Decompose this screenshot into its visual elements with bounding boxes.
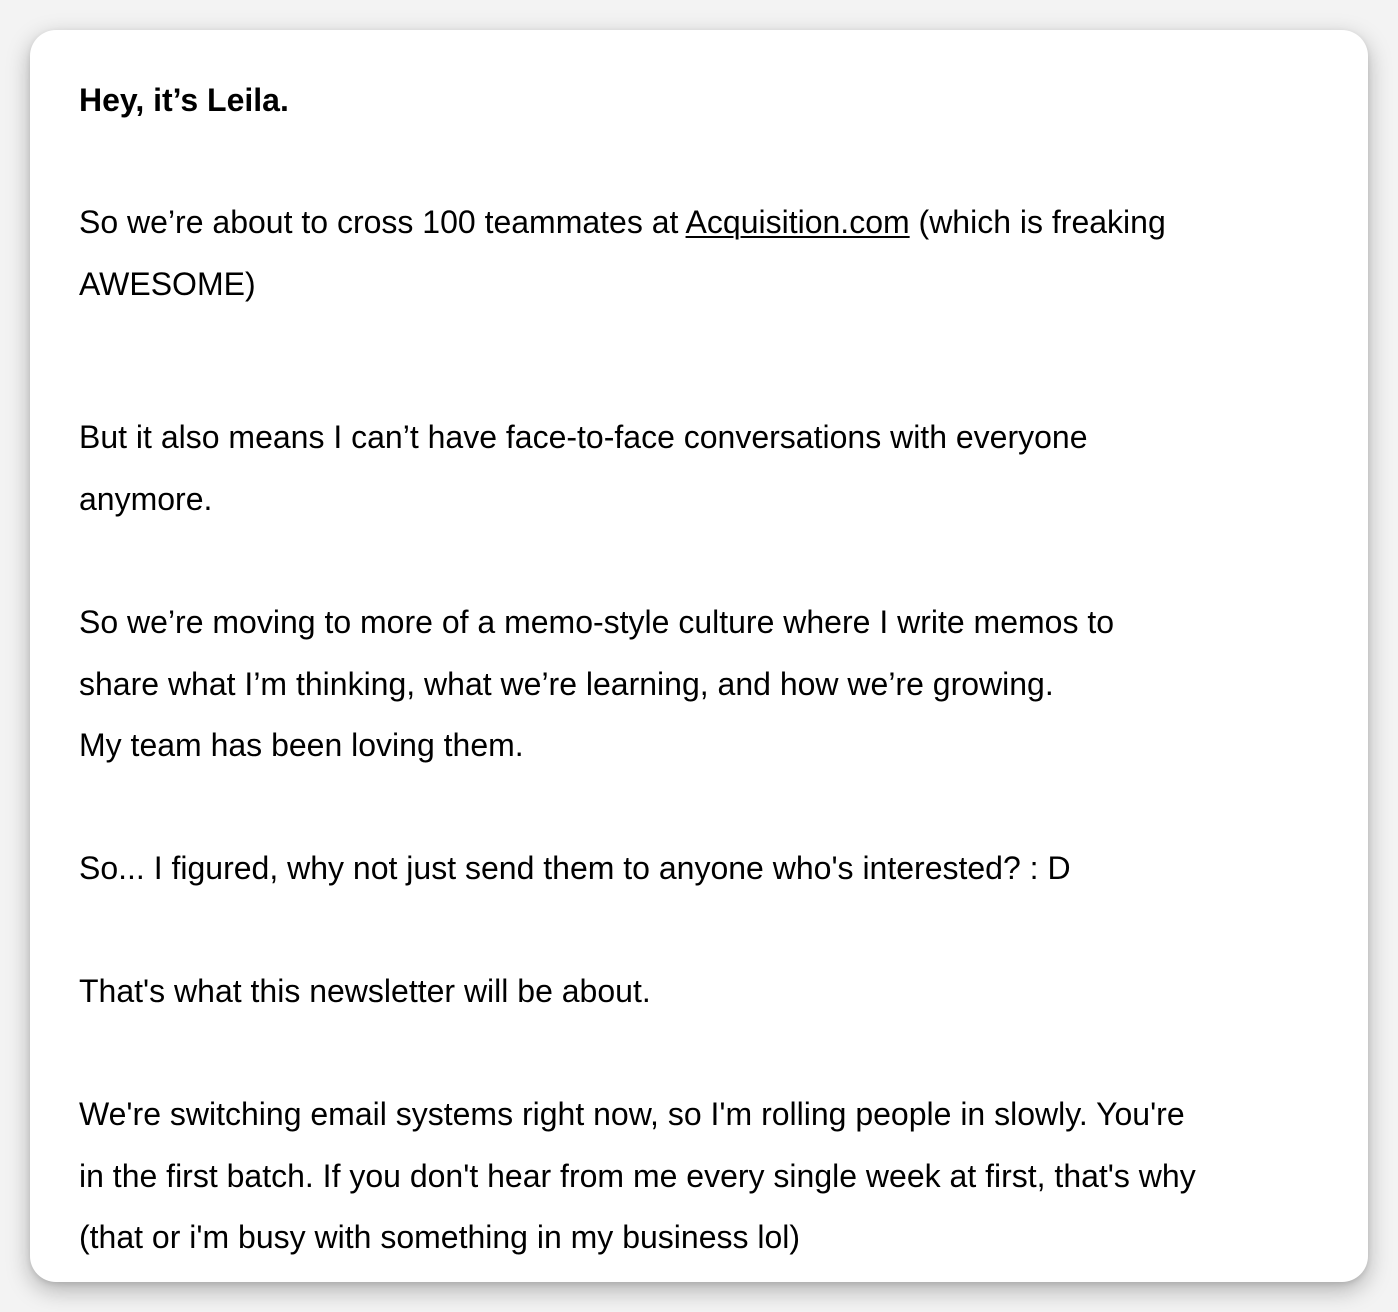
paragraph-text: My team has been loving them. — [79, 727, 524, 763]
paragraph-text: (that or i'm busy with something in my business lol) — [79, 1219, 801, 1255]
paragraph-text: AWESOME) — [79, 265, 256, 302]
paragraph-text: anymore. — [79, 480, 213, 517]
paragraph-text: share what I’m thinking, what we’re learning, and how we’re growing. — [79, 665, 1054, 702]
paragraph-text: (which is freaking — [909, 204, 1166, 240]
paragraph-newsletter: That's what this newsletter will be about. — [79, 973, 651, 1009]
paragraph-text: So we’re moving to more of a memo-style culture where I write memos to — [79, 604, 1115, 640]
greeting-heading: Hey, it’s Leila. — [79, 82, 289, 118]
paragraph-text: in the first batch. If you don't hear from me every single week at first, that's why — [79, 1157, 1196, 1194]
paragraph-conversations — [79, 407, 1329, 530]
paragraph-send-memos: So... I figured, why not just send them to anyone who's interested? : D — [79, 850, 1071, 886]
paragraph-teammates — [79, 192, 1329, 315]
email-card — [30, 30, 1368, 1282]
paragraph-switching-systems — [79, 1084, 1329, 1269]
paragraph-text: We're switching email systems right now, so I'm rolling people in slowly. You're — [79, 1096, 1185, 1132]
paragraph-text: But it also means I can’t have face-to-face conversations with everyone — [79, 419, 1088, 455]
acquisition-link[interactable]: Acquisition.com — [685, 204, 910, 240]
paragraph-text: So we’re about to cross 100 teammates at — [79, 204, 686, 240]
paragraph-memo-culture — [79, 592, 1329, 777]
